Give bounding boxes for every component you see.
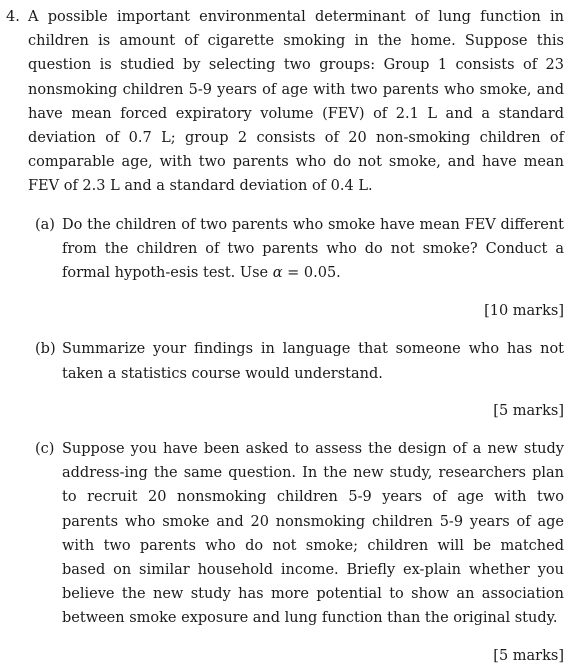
question-parts: [6, 213, 564, 668]
part-text: [62, 213, 564, 286]
part-c: [35, 437, 564, 668]
part-label: (b): [35, 341, 56, 358]
part-b: [35, 337, 564, 423]
marks-label: [5 marks]: [493, 402, 564, 419]
marks-label: [10 marks]: [484, 303, 564, 320]
part-label: (a): [35, 216, 55, 233]
alpha-value: = 0.05.: [282, 265, 341, 282]
alpha-symbol: α: [272, 265, 283, 282]
part-a-text: Do the children of two parents who smoke have mean FEV different from the children of two parents who do not smoke? Conduct a formal hypoth-esis test. Use: [62, 216, 564, 282]
question-stem: A possible important environmental determinant of lung function in children is amount of cigarette smoking in the home. Suppose this question is studied by selecting two groups: Group 1 consists of 23 nonsmoking children 5-9 years of age with two parents who smoke, and have mean forced expiratory volume (FEV) of 2.1 L and a standard deviation of 0.7 L; group 2 consists of 20 non-smoking children of comparable age, with two parents who do not smoke, and have mean FEV of 2.3 L and a standard deviation of 0.4 L.: [28, 9, 564, 195]
question-number: 4.: [6, 9, 20, 25]
part-a: [35, 213, 564, 324]
part-text: Suppose you have been asked to assess the design of a new study address-ing the same question. In the new study, researchers plan to recruit 20 nonsmoking children 5-9 years of age with two parents who smoke and 20 nonsmoking children 5-9 years of age with two parents who do not smoke; children will be matched based on similar household income. Briefly ex-plain whether you believe the new study has more potential to show an association between smoke exposure and lung function than the original study.: [62, 441, 564, 627]
part-text: Summarize your findings in language that someone who has not taken a statistics course would understand.: [62, 341, 564, 382]
marks-label: [5 marks]: [493, 647, 564, 664]
part-label: (c): [35, 441, 55, 458]
question-4: [6, 5, 564, 199]
